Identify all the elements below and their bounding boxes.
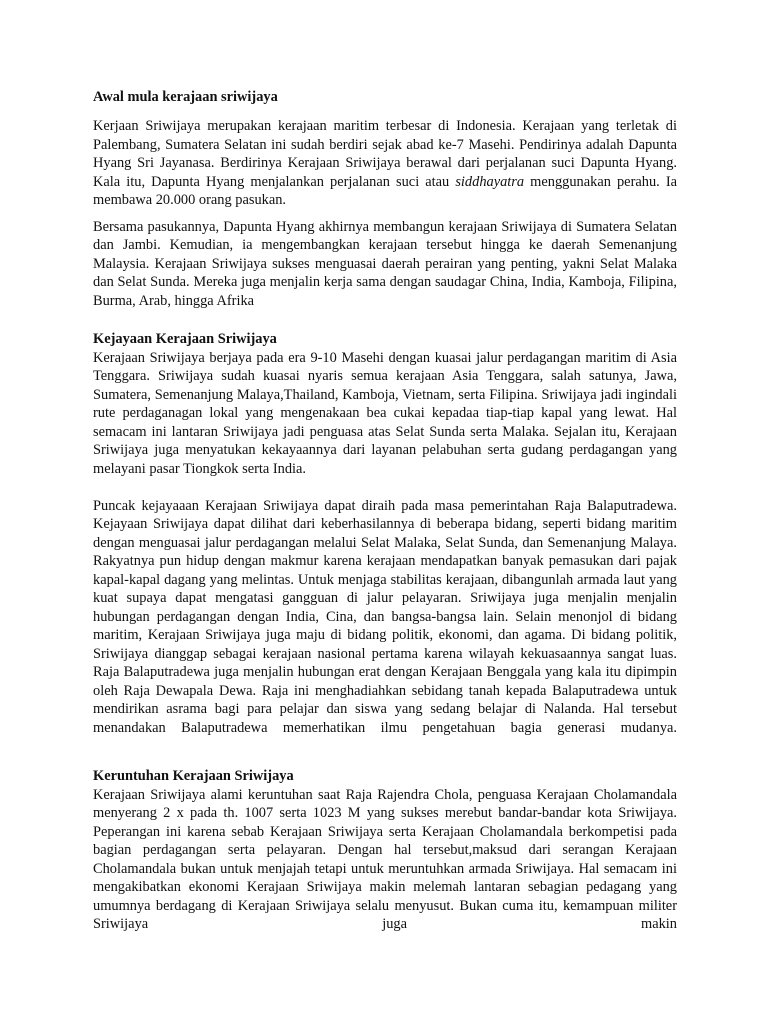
section-title-awal-mula: Awal mula kerajaan sriwijaya	[93, 89, 278, 105]
paragraph-text: Kerjaan Sriwijaya merupakan kerajaan maritim terbesar di Indonesia. Kerajaan yang terletak di Palembang, Sumatera Selatan ini sudah berdiri sejak abad ke-7 Masehi. Pendirinya adalah Dapunta Hyang Sri Jayanasa. Berdirinya Kerajaan Sriwijaya berawal dari perjalanan suci Dapunta Hyang. Kala itu, Dapunta Hyang menjalankan perjalanan suci atau	[93, 118, 677, 190]
paragraph: Puncak kejayaaan Kerajaan Sriwijaya dapat diraih pada masa pemerintahan Raja Balaputradewa. Kejayaan Sriwijaya dapat dilihat dari keberhasilannya di beberapa bidang, seperti bidang maritim dengan menguasai jalur perdagangan melalui Selat Malaka, Selat Sunda, dan Semenanjung Malaya. Rakyatnya pun hidup dengan makmur karena kerajaan mendapatkan banyak pemasukan dari pajak kapal-kapal dagang yang melintas. Untuk menjaga stabilitas kerajaan, dibangunlah armada laut yang kuat supaya dapat mengatasi gangguan di jalur pelayaran. Sriwijaya juga menjalin menjalin hubungan perdagangan dengan India, Cina, dan bangsa-bangsa lain. Selain menonjol di bidang maritim, Kerajaan Sriwijaya juga maju di bidang politik, ekonomi, dan agama. Di bidang politik, Sriwijaya dianggap sebagai kerajaan nasional pertama karena wilayah kekuasaannya sangat luas. Raja Balaputradewa juga menjalin hubungan erat dengan Kerajaan Benggala yang kala itu dipimpin oleh Raja Dewapala Dewa. Raja ini menghadiahkan sebidang tanah kepada Balaputradewa untuk mendirikan asrama bagi para pelajar dan siswa yang sedang belajar di Nalanda. Hal tersebut menandakan Balaputradewa memerhatikan ilmu pengetahuan bagia generasi mudanya.	[93, 497, 677, 736]
section-awal-mula	[93, 117, 677, 310]
italic-term: siddhayatra	[455, 173, 525, 190]
paragraph: Bersama pasukannya, Dapunta Hyang akhirnya membangun kerajaan Sriwijaya di Sumatera Selatan dan Jambi. Kemudian, ia mengembangkan kerajaan tersebut hingga ke daerah Semenanjung Malaysia. Kerajaan Sriwijaya sukses menguasai daerah perairan yang penting, yakni Selat Malaka dan Selat Sunda. Mereka juga menjalin kerja sama dengan saudagar China, India, Kamboja, Filipina, Burma, Arab, hingga Afrika	[93, 218, 677, 309]
section-keruntuhan	[93, 767, 677, 934]
section-title-kejayaan: Kejayaan Kerajaan Sriwijaya	[93, 331, 277, 347]
section-title-keruntuhan: Keruntuhan Kerajaan Sriwijaya	[93, 768, 294, 784]
paragraph: Kerajaan Sriwijaya berjaya pada era 9-10 Masehi dengan kuasai jalur perdagangan maritim di Asia Tenggara. Sriwijaya sudah kuasai nyaris semua kerajaan Asia Tenggara, salah satunya, Jawa, Sumatera, Semenanjung Malaya,Thailand, Kamboja, Vietnam, serta Filipina. Sriwijaya jadi ingindali rute perdaganagan lokal yang mengenakaan bea cukai kepadaa tiap-tiap kapal yang lewat. Hal semacam ini lantaran Sriwijaya jadi penguasa atas Selat Sunda serta Malaka. Sejalan itu, Kerajaan Sriwijaya juga menyatukan kekayaannya dari layanan pelabuhan serta gudang perdagangan yang melayani pasar Tiongkok serta India.	[93, 349, 677, 477]
section-kejayaan	[93, 330, 677, 737]
paragraph: Kerajaan Sriwijaya alami keruntuhan saat Raja Rajendra Chola, penguasa Kerajaan Cholamandala menyerang 2 x pada th. 1007 serta 1023 M yang sukses merebut bandar-bandar kota Sriwijaya. Peperangan ini karena sebab Kerajaan Sriwijaya serta Kerajaan Cholamandala berkompetisi pada bagian perdagangan serta pelayaran. Dengan hal tersebut,maksud dari serangan Kerajaan Cholamandala bukan untuk menjajah tetapi untuk meruntuhkan armada Sriwijaya. Hal semacam ini mengakibatkan ekonomi Kerajaan Sriwijaya makin melemah lantaran sebagian pedagang yang umumnya berdagang di Kerajaan Sriwijaya selalu menyusut. Bukan cuma itu, kemampuan militer Sriwijaya juga makin	[93, 786, 677, 932]
paragraph-text: menggunakan perahu. Ia membawa 20.000 orang pasukan.	[93, 173, 677, 208]
paragraph	[93, 117, 677, 210]
